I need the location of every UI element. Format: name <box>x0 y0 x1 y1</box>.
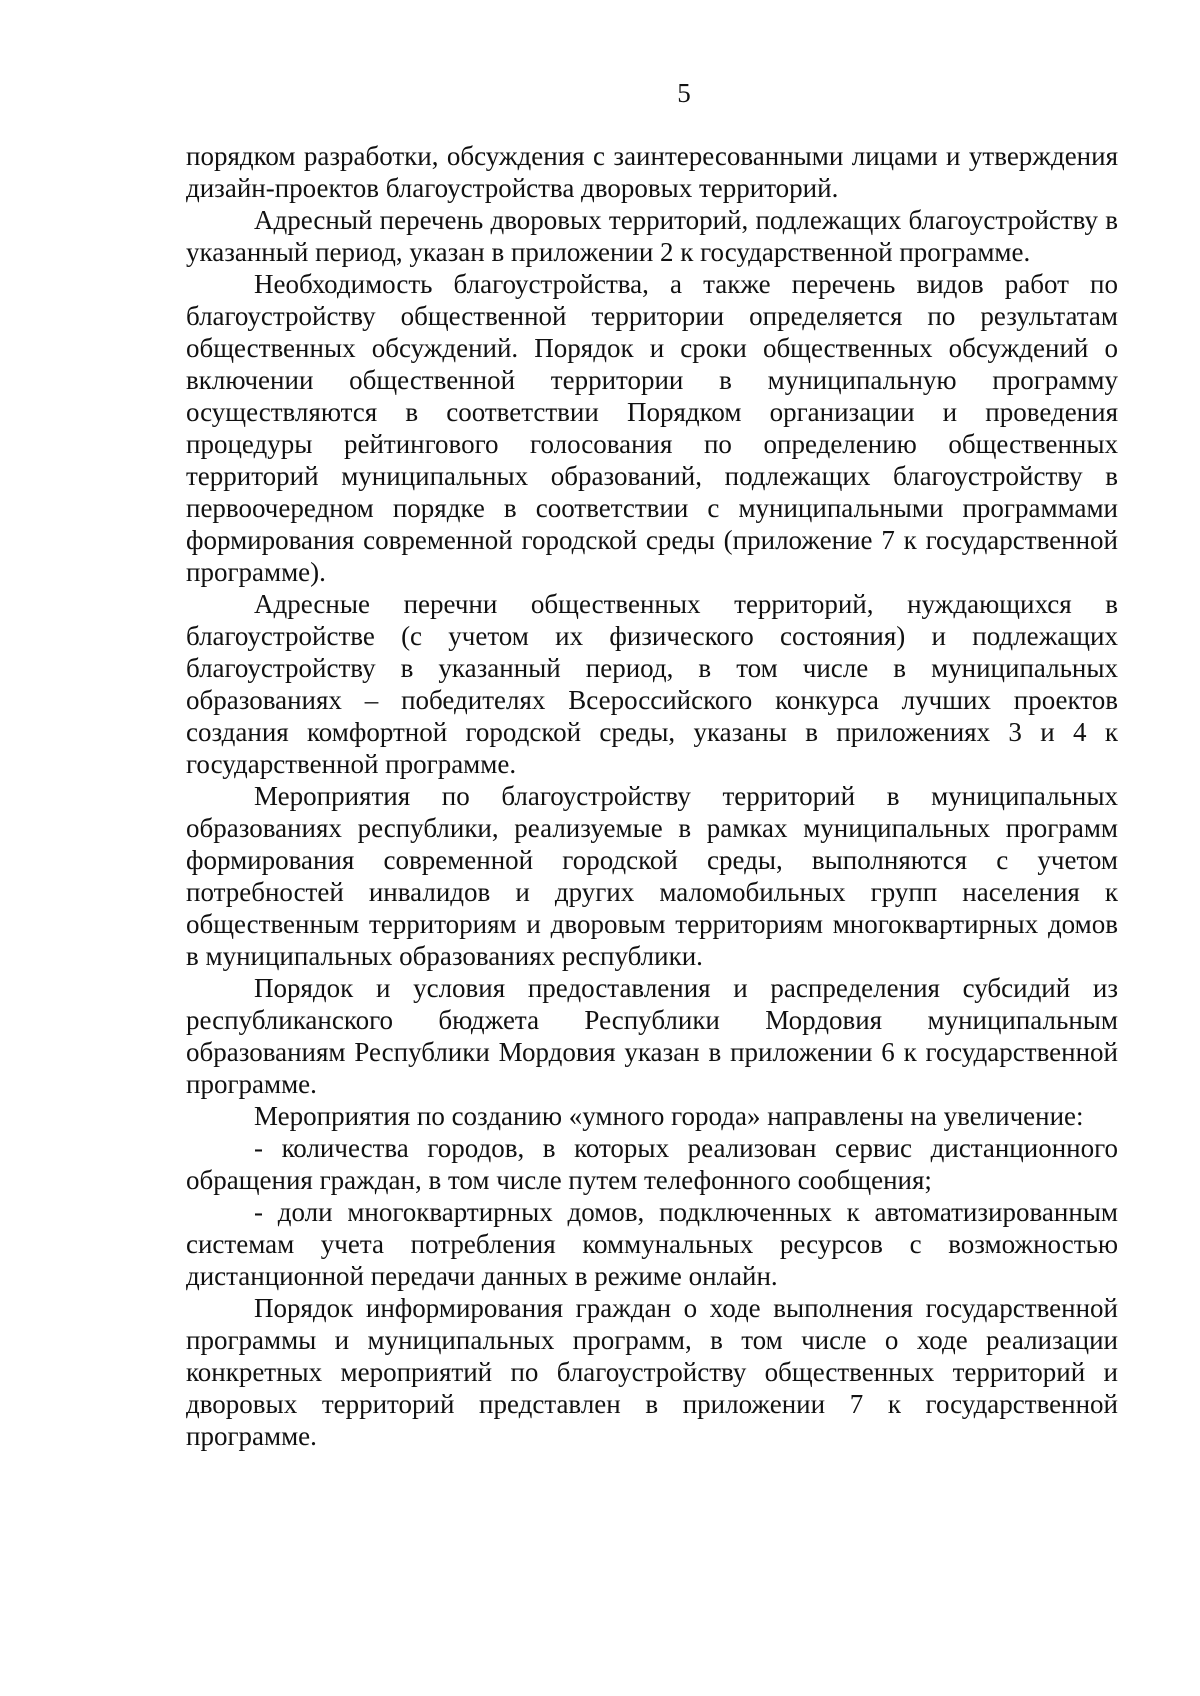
paragraph-yard-territories-list: Адресный перечень дворовых территорий, подлежащих благоустройству в указанный период, указан в приложении 2 к государственной программе. <box>186 205 1118 267</box>
paragraph-accessibility-measures: Мероприятия по благоустройству территорий в муниципальных образованиях республики, реализуемые в рамках муниципальных программ формирования современной городской среды, выполняются с учетом потребностей инвалидов и других маломобильных групп населения к общественным территориям и дворовым территориям многоквартирных домов в муниципальных образованиях республики. <box>186 781 1118 971</box>
list-item-metering-systems: - доли многоквартирных домов, подключенных к автоматизированным системам учета потребления коммунальных ресурсов с возможностью дистанционной передачи данных в режиме онлайн. <box>186 1197 1118 1291</box>
list-item-remote-appeals: - количества городов, в которых реализован сервис дистанционного обращения граждан, в том числе путем телефонного сообщения; <box>186 1133 1118 1195</box>
paragraph-public-territory-necessity: Необходимость благоустройства, а также перечень видов работ по благоустройству общественной территории определяется по результатам общественных обсуждений. Порядок и сроки общественных обсуждений о включении общественной территории в муниципальную программу осуществляются в соответствии Порядком организации и проведения процедуры рейтингового голосования по определению общественных территорий муниципальных образований, подлежащих благоустройству в первоочередном порядке в соответствии с муниципальными программами формирования современной городской среды (приложение 7 к государственной программе). <box>186 269 1118 587</box>
paragraph-smart-city-intro: Мероприятия по созданию «умного города» направлены на увеличение: <box>254 1101 1084 1131</box>
paragraph-information-procedure: Порядок информирования граждан о ходе выполнения государственной программы и муниципальных программ, в том числе о ходе реализации конкретных мероприятий по благоустройству общественных территорий и дворовых территорий представлен в приложении 7 к государственной программе. <box>186 1293 1118 1451</box>
paragraph-public-territories-lists: Адресные перечни общественных территорий, нуждающихся в благоустройстве (с учетом их физического состояния) и подлежащих благоустройству в указанный период, в том числе в муниципальных образованиях – победителях Всероссийского конкурса лучших проектов создания комфортной городской среды, указаны в приложениях 3 и 4 к государственной программе. <box>186 589 1118 779</box>
page-number: 5 <box>677 78 691 108</box>
paragraph-subsidies-procedure: Порядок и условия предоставления и распределения субсидий из республиканского бюджета Республики Мордовия муниципальным образованиям Республики Мордовия указан в приложении 6 к государственной программе. <box>186 973 1118 1099</box>
body-text <box>186 140 1118 1452</box>
paragraph-design-projects: порядком разработки, обсуждения с заинтересованными лицами и утверждения дизайн-проектов благоустройства дворовых территорий. <box>186 141 1118 203</box>
